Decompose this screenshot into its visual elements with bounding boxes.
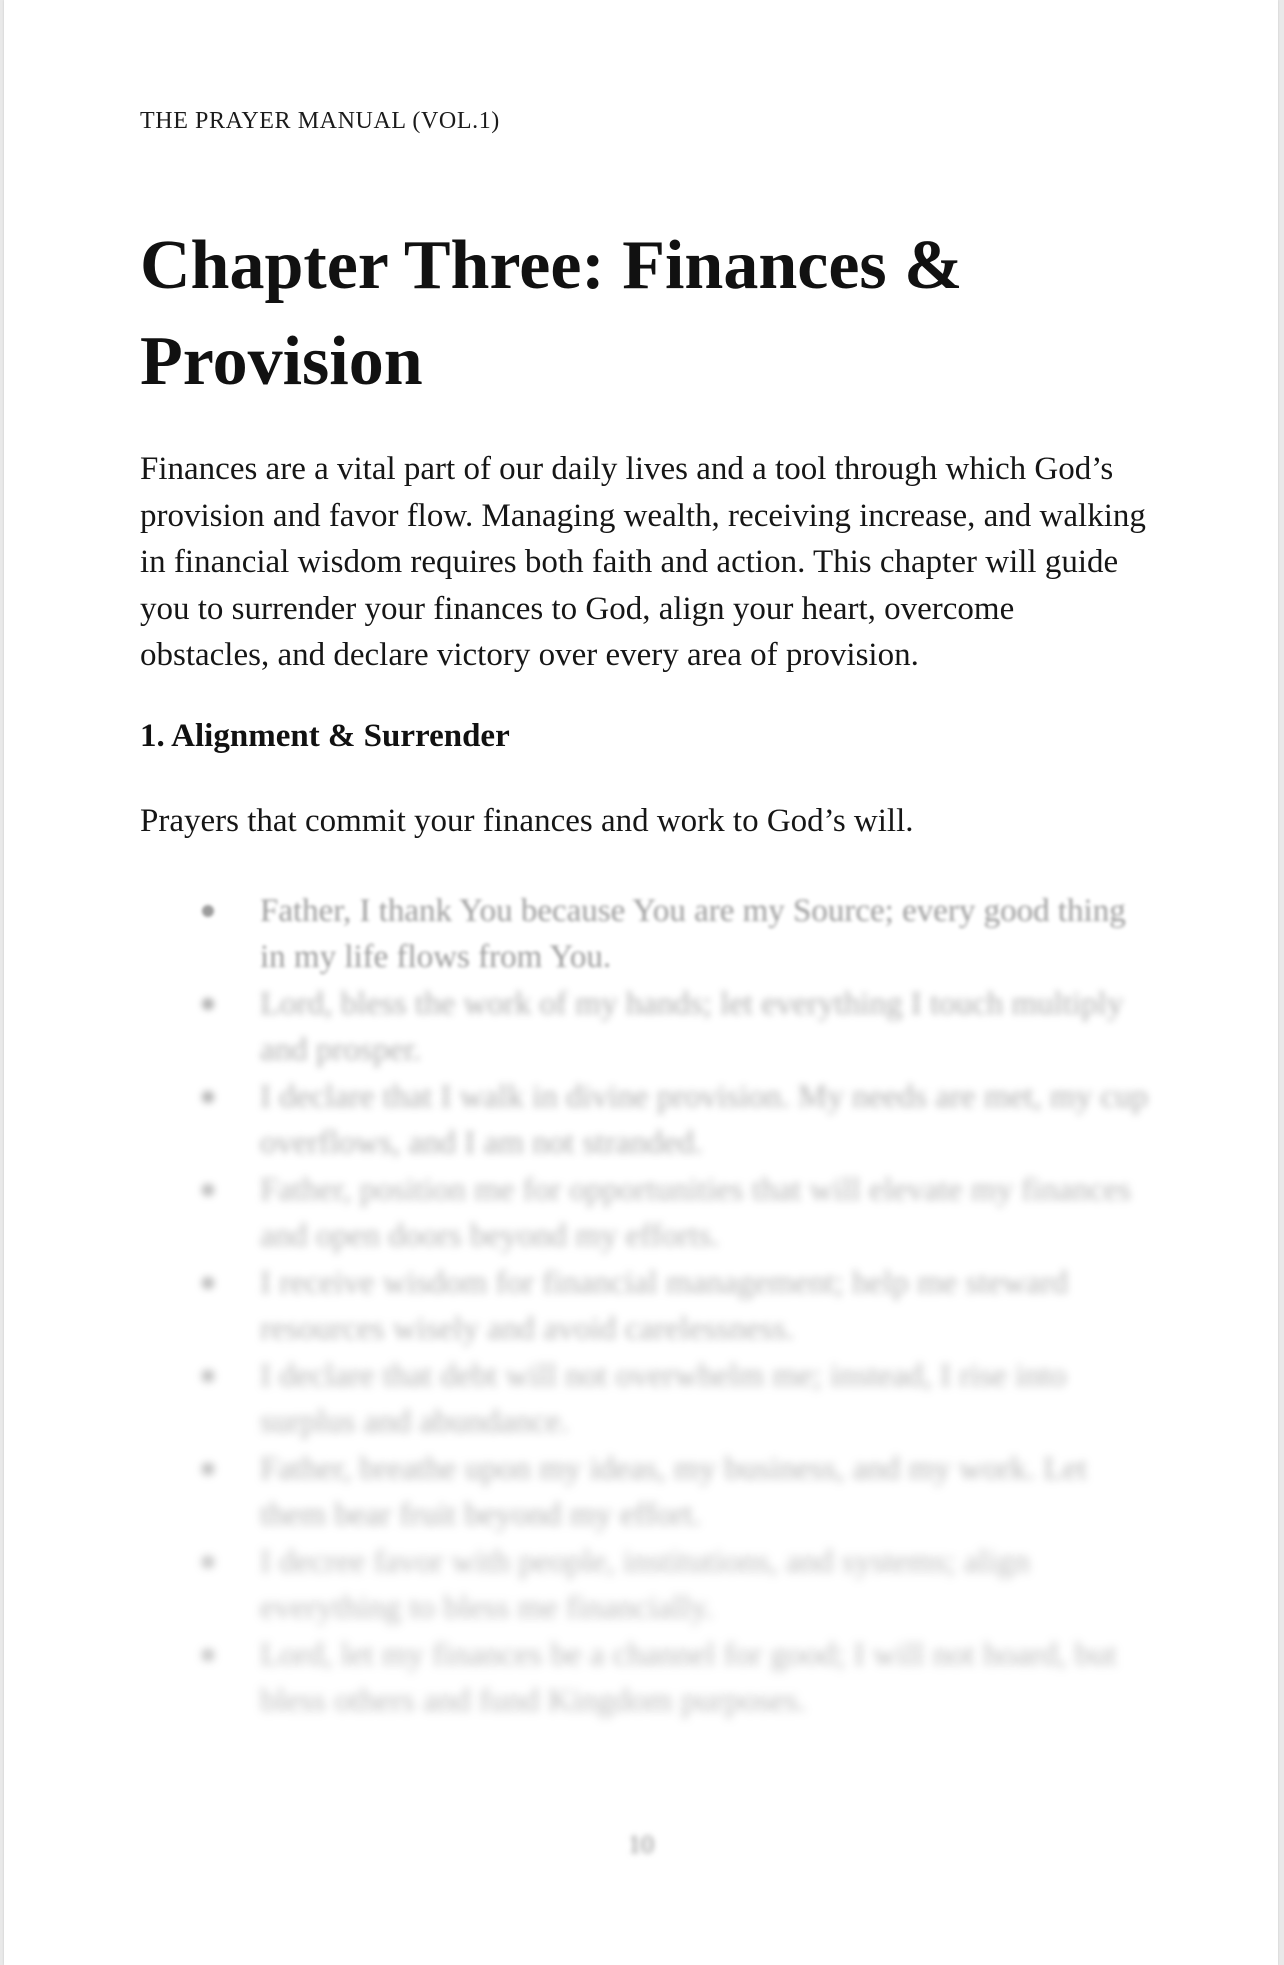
page-number: 10 [628, 1830, 654, 1859]
prayer-text: Father, breathe upon my ideas, my business, and my work. Let them bear fruit beyond my effort. [260, 1451, 1088, 1533]
bullet-icon [202, 1556, 214, 1568]
prayer-text: Lord, bless the work of my hands; let everything I touch multiply and prosper. [260, 986, 1124, 1068]
prayer-text: I declare that debt will not overwhelm me; instead, I rise into surplus and abundance. [260, 1358, 1067, 1440]
bullet-icon [202, 1091, 214, 1103]
prayer-item [140, 888, 1150, 981]
prayer-text: I declare that I walk in divine provision. My needs are met, my cup overflows, and I am not stranded. [260, 1079, 1148, 1161]
prayer-item [140, 981, 1150, 1074]
prayer-text: I receive wisdom for financial management; help me steward resources wisely and avoid carelessness. [260, 1265, 1069, 1347]
chapter-intro: Finances are a vital part of our daily lives and a tool through which God’s provision and favor flow. Managing wealth, receiving increase, and walking in financial wisdom requires both faith and action. This chapter will guide you to surrender your finances to God, align your heart, overcome obstacles, and declare victory over every area of provision. [140, 451, 1146, 673]
prayer-item [140, 1446, 1150, 1539]
prayer-item [140, 1353, 1150, 1446]
prayer-item [140, 1167, 1150, 1260]
prayer-item [140, 1539, 1150, 1632]
section-heading: 1. Alignment & Surrender [140, 718, 510, 754]
prayer-item [140, 1260, 1150, 1353]
bullet-icon [202, 1463, 214, 1475]
bullet-icon [202, 1370, 214, 1382]
running-header: THE PRAYER MANUAL (VOL.1) [140, 108, 500, 134]
bullet-icon [202, 1649, 214, 1661]
chapter-title: Chapter Three: Finances & Provision [140, 227, 963, 400]
bullet-icon [202, 1277, 214, 1289]
prayer-item [140, 1632, 1150, 1725]
bullet-icon [202, 998, 214, 1010]
bullet-icon [202, 905, 214, 917]
bullet-icon [202, 1184, 214, 1196]
prayer-list [140, 888, 1150, 1725]
section-description: Prayers that commit your finances and work to God’s will. [140, 803, 914, 839]
prayer-item [140, 1074, 1150, 1167]
prayer-text: Father, I thank You because You are my Source; every good thing in my life flows from You. [260, 893, 1126, 975]
prayer-text: I decree favor with people, institutions, and systems; align everything to bless me financially. [260, 1544, 1030, 1626]
prayer-text: Father, position me for opportunities that will elevate my finances and open doors beyond my efforts. [260, 1172, 1132, 1254]
prayer-text: Lord, let my finances be a channel for good; I will not hoard, but bless others and fund Kingdom purposes. [260, 1637, 1117, 1719]
document-page [4, 0, 1278, 1965]
